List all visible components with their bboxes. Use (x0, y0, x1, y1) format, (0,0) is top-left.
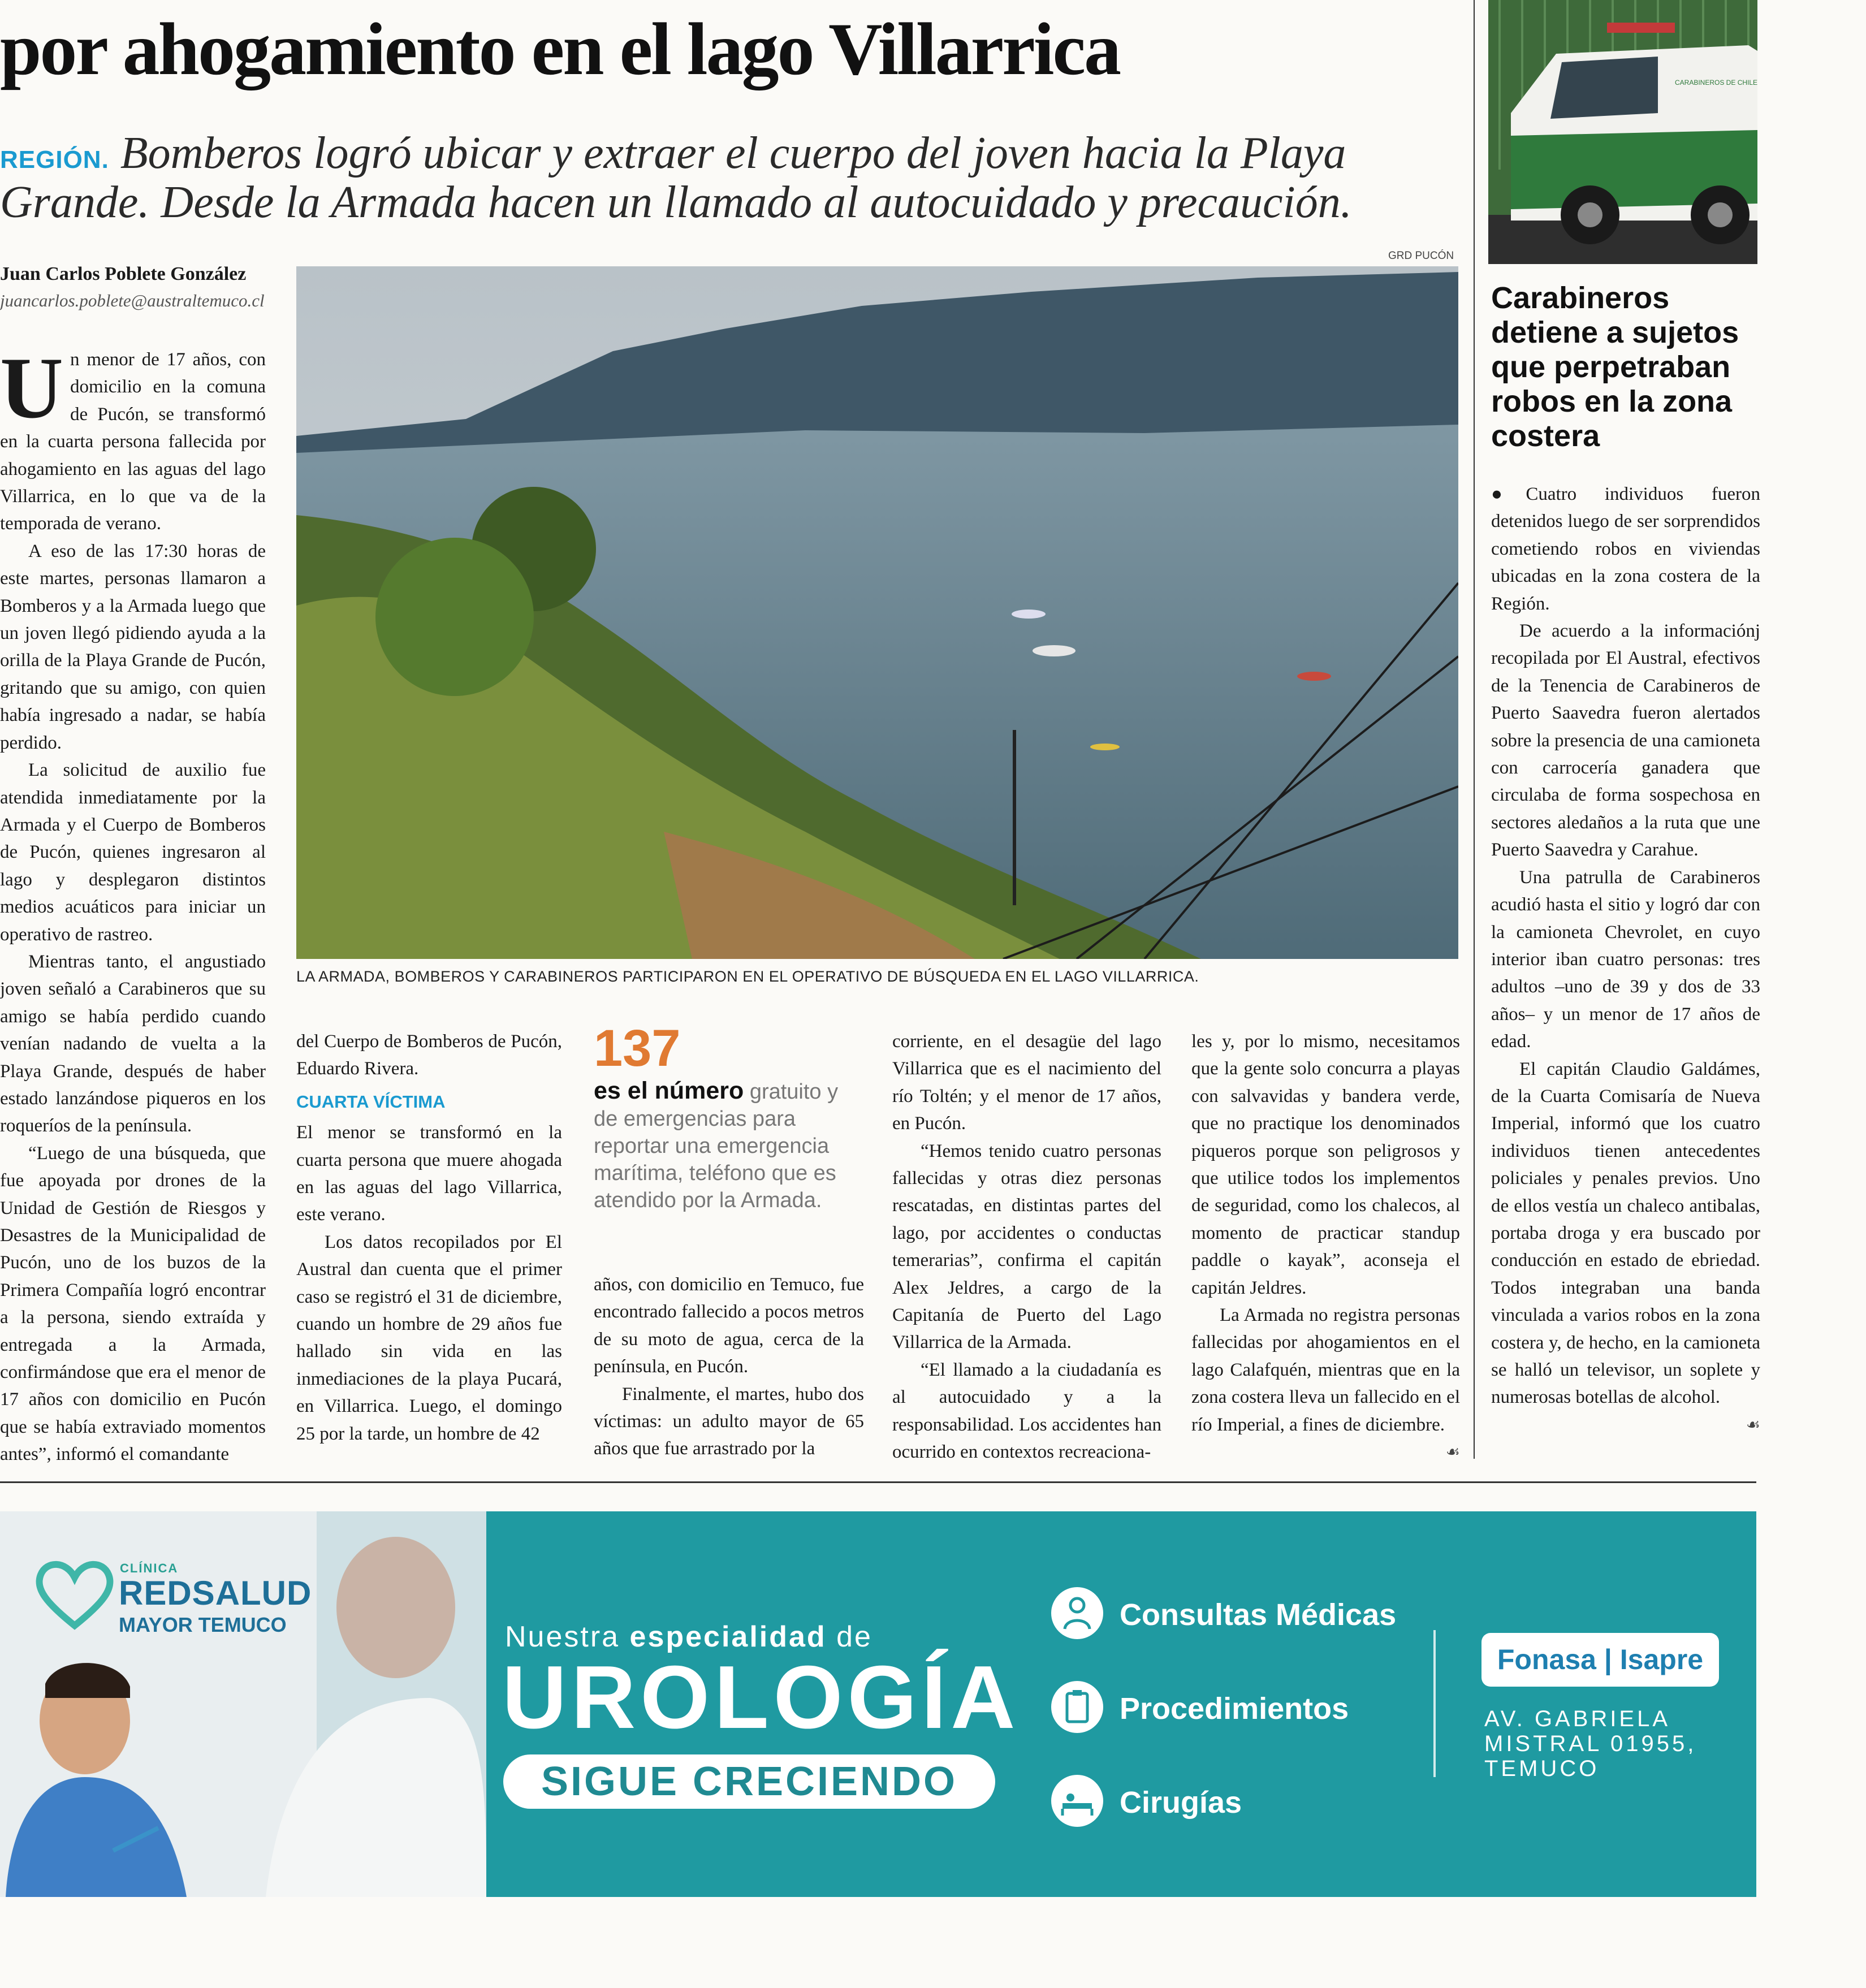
section-label: REGIÓN. (0, 146, 109, 174)
heart-logo-icon (35, 1558, 114, 1631)
paragraph: les y, por lo mismo, necesitamos que la gente solo concurra a playas con salvavidas y bandera verde, que no practique los denominados piqueros porque son peligrosos y que utilice todos los implementos de seguridad, como los chalecos, al momento de practicar standup paddle o kayak”, aconseja el capitán Jeldres. (1191, 1031, 1460, 1298)
paragraph: “Hemos tenido cuatro personas fallecidas y otras diez personas rescatadas, en distintas partes del lago, por accidentes o conductas temerarias”, confirma el capitán Alex Jeldres, a cargo de la Capitanía de Puerto del Lago Villarrica de la Armada. (892, 1140, 1161, 1353)
photo-caption: LA ARMADA, BOMBEROS Y CARABINEROS PARTICIPARON EN EL OPERATIVO DE BÚSQUEDA EN EL LAGO VILLARRICA. (296, 968, 1199, 985)
photo-credit: GRD PUCÓN (1388, 250, 1454, 262)
clinic-small-label: CLÍNICA (120, 1561, 179, 1575)
author-email: juancarlos.poblete@australtemuco.cl (0, 291, 265, 310)
paragraph: Mientras tanto, el angustiado joven señaló a Carabineros que su amigo se había perdido cuando venían nadando de vuelta a la Playa Grande, después de haber estado lanzándose piqueros en los roqueríos de la península. (0, 951, 266, 1136)
clipboard-icon (1049, 1679, 1105, 1735)
paragraph: del Cuerpo de Bomberos de Pucón, Eduardo Rivera. (296, 1031, 562, 1079)
end-mark-icon: ☙ (1445, 1442, 1460, 1462)
article-column-3 (594, 1271, 864, 1467)
fact-body: gratuito y de emergencias para reportar una emergencia marítima, teléfono que es atendido por la Armada. (594, 1080, 839, 1212)
article-column-5 (1191, 1028, 1460, 1467)
deck (0, 129, 1448, 227)
police-vehicle-photo (1488, 0, 1757, 264)
service-label: Procedimientos (1120, 1692, 1349, 1726)
subhead: CUARTA VÍCTIMA (296, 1091, 446, 1112)
article-column-2 (296, 1028, 562, 1467)
service-label: Cirugías (1120, 1786, 1242, 1820)
paragraph: La solicitud de auxilio fue atendida inmediatamente por la Armada y el Cuerpo de Bomberos de Pucón, quienes ingresaron al lago y desplegaron distintos medios acuáticos para iniciar un operativo de rastreo. (0, 760, 266, 945)
paragraph: La Armada no registra personas fallecidas por ahogamientos en el lago Calafquén, mientras que en la zona costera lleva un fallecido en el río Imperial, a fines de diciembre. (1191, 1305, 1460, 1435)
sidebar-column (1491, 481, 1760, 1467)
headline: por ahogamiento en el lago Villarrica (0, 7, 1120, 90)
growing-pill[interactable]: SIGUE CRECIENDO (503, 1754, 995, 1809)
paragraph: n menor de 17 años, con domicilio en la comuna de Pucón, se transformó en la cuarta persona fallecida por ahogamiento en las aguas del lago Villarrica, en lo que va de la temporada de verano. (0, 349, 266, 534)
insurance-isapre: Isapre (1619, 1644, 1704, 1675)
ad-divider (1433, 1630, 1436, 1777)
paragraph: Finalmente, el martes, hubo dos víctimas: un adulto mayor de 65 años que fue arrastrado por la (594, 1384, 864, 1459)
paragraph: ●Cuatro individuos fueron detenidos luego de ser sorprendidos cometiendo robos en viviendas ubicadas en la zona costera de la Región. (1491, 484, 1760, 614)
tagline-pre: Nuestra (505, 1620, 630, 1653)
fact-number: 137 (594, 1019, 681, 1077)
paragraph: Una patrulla de Carabineros acudió hasta el sitio y logró dar con la camioneta Chevrolet, en cuyo interior iban cuatro personas: tres adultos –uno de 39 y dos de 33 años– y un menor de 17 años de edad. (1491, 867, 1760, 1052)
paragraph: “El llamado a la ciudadanía es al autocuidado y a la responsabilidad. Los accidentes han ocurrido en contextos recreaciona- (892, 1359, 1161, 1463)
author-name: Juan Carlos Poblete González (0, 263, 247, 284)
paragraph: El menor se transformó en la cuarta persona que muere ahogada en las aguas del lago Villarrica, este verano. (296, 1122, 562, 1225)
clinic-address: AV. GABRIELA MISTRAL 01955, TEMUCO (1484, 1706, 1697, 1781)
lake-photo (296, 266, 1458, 959)
end-mark-icon: ☙ (1746, 1415, 1760, 1434)
surgery-bed-icon (1049, 1773, 1105, 1829)
paragraph: años, con domicilio en Temuco, fue encontrado fallecido a pocos metros de su moto de agua, cerca de la península, en Pucón. (594, 1274, 864, 1377)
tagline-bold: especialidad (629, 1620, 827, 1653)
article-column-1 (0, 346, 266, 1467)
paragraph: Los datos recopilados por El Austral dan cuenta que el primer caso se registró el 31 de diciembre, cuando un hombre de 29 años fue hallado sin vida en las inmediaciones de la playa Pucará, en Villarrica. Luego, el domingo 25 por la tarde, un hombre de 42 (296, 1231, 562, 1444)
section-rule (0, 1481, 1756, 1483)
sidebar-title: Carabineros detiene a sujetos que perpetraban robos en la zona costera (1491, 281, 1739, 453)
fact-lead: es el número (594, 1077, 744, 1104)
clinic-subname: MAYOR TEMUCO (119, 1613, 287, 1636)
vehicle-label: CARABINEROS DE CHILE (1675, 79, 1757, 87)
insurance-fonasa: Fonasa (1497, 1644, 1596, 1675)
column-divider (1474, 0, 1475, 1459)
paragraph: De acuerdo a la informaciónj recopilada por El Austral, efectivos de la Tenencia de Carabineros de Puerto Saavedra fueron alertados sobre la presencia de una camioneta con carrocería ganadera que circulaba de forma sospechosa en sectores aledaños a la ruta que une Puerto Saavedra y Carahue. (1491, 621, 1760, 861)
article-column-4 (892, 1028, 1161, 1467)
advertisement[interactable] (0, 1511, 1756, 1897)
deck-text: Bomberos logró ubicar y extraer el cuerpo del joven hacia la Playa Grande. Desde la Armada hacen un llamado al autocuidado y precaución. (0, 128, 1352, 228)
specialty-title: UROLOGÍA (502, 1648, 1020, 1747)
paragraph: El capitán Claudio Galdámes, de la Cuarta Comisaría de Nueva Imperial, informó que los cuatro individuos tienen antecedentes policiales y penales previos. Uno de ellos vestía un chaleco antibalas, portaba droga y era buscado por conducción en estado de ebriedad. Todos integraban una banda vinculada a varios robos en la zona costera y, de hecho, en la camioneta se halló un televisor, un soplete y numerosas botellas de alcohol. (1491, 1058, 1760, 1408)
service-label: Consultas Médicas (1120, 1598, 1397, 1632)
drop-cap: U (0, 346, 63, 437)
tagline-post: de (826, 1620, 872, 1653)
clinic-name: REDSALUD (119, 1574, 312, 1612)
paragraph: “Luego de una búsqueda, que fue apoyada por drones de la Unidad de Gestión de Riesgos y Desastres de la Municipalidad de Pucón, uno de los buzos de la Primera Compañía logró encontrar a la persona, siendo extraída y entregada a la Armada, confirmándose que era el menor de 17 años con domicilio en Pucón que se había extraviado momentos antes”, informó el comandante (0, 1143, 266, 1465)
paragraph: A eso de las 17:30 horas de este martes, personas llamaron a Bomberos y a la Armada luego que un joven llegó pidiendo ayuda a la orilla de la Playa Grande de Pucón, gritando que su amigo, con quien había ingresado a nadar, se había perdido. (0, 541, 266, 753)
paragraph: corriente, en el desagüe del lago Villarrica que es el nacimiento del río Toltén; y el menor de 17 años, en Pucón. (892, 1031, 1161, 1134)
doctor-icon (1049, 1585, 1105, 1641)
insurance-badge: Fonasa | Isapre (1481, 1633, 1719, 1687)
fact-text (594, 1077, 859, 1214)
